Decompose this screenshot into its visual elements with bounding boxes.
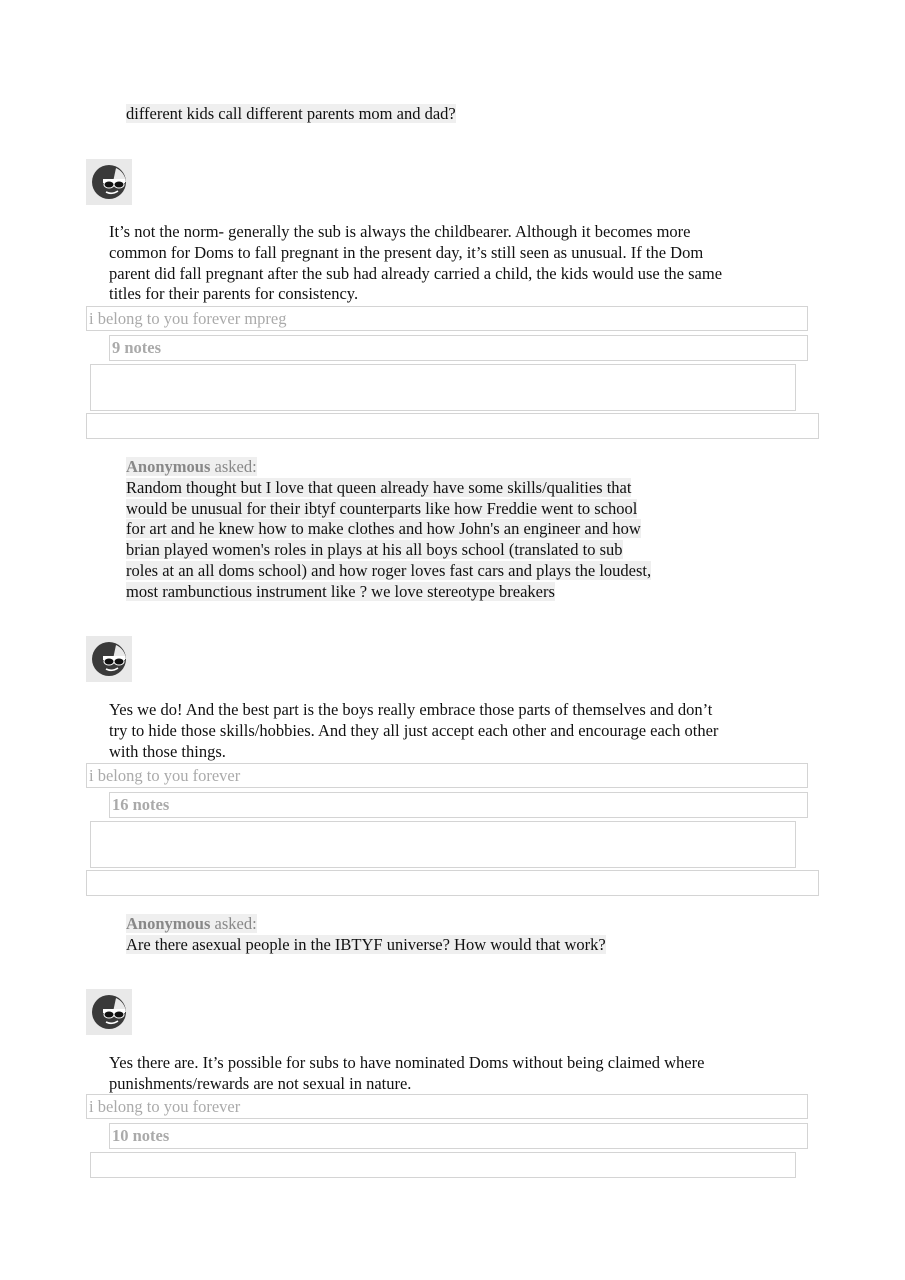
answer-line: punishments/rewards are not sexual in nature.: [109, 1073, 412, 1093]
answer-text: [109, 1053, 809, 1095]
question-line: Random thought but I love that queen already have some skills/qualities that: [126, 477, 632, 497]
question-line: would be unusual for their ibtyf counterparts like how Freddie went to school: [126, 498, 638, 518]
notes-panel: [90, 1152, 796, 1178]
asker-name[interactable]: Anonymous: [126, 457, 211, 476]
tag-link[interactable]: i belong to you forever mpreg: [89, 309, 287, 328]
sunglasses-face-icon: [89, 639, 129, 679]
question-line: most rambunctious instrument like ? we love stereotype breakers: [126, 581, 555, 601]
question-block: [126, 456, 746, 603]
question-line: for art and he knew how to make clothes and how John's an engineer and how: [126, 519, 641, 539]
notes-panel: [90, 364, 796, 411]
sunglasses-face-icon: [89, 162, 129, 202]
post-divider: [86, 870, 819, 896]
notes-count[interactable]: [109, 335, 808, 361]
answer-text: [109, 700, 809, 762]
notes-panel: [90, 821, 796, 868]
answer-line: Yes we do! And the best part is the boys really embrace those parts of themselves and don’t: [109, 700, 713, 719]
asked-label: asked:: [214, 457, 257, 476]
question-line: Are there asexual people in the IBTYF universe? How would that work?: [126, 934, 606, 954]
question-line: different kids call different parents mom and dad?: [126, 104, 456, 123]
tag-link[interactable]: i belong to you forever: [89, 1097, 241, 1116]
answer-line: with those things.: [109, 741, 226, 761]
answer-line: common for Doms to fall pregnant in the present day, it’s still seen as unusual. If the Dom: [109, 242, 704, 262]
asker-line: [126, 457, 257, 476]
notes-count[interactable]: [109, 792, 808, 818]
answer-line: It’s not the norm- generally the sub is always the childbearer. Although it becomes more: [109, 222, 691, 241]
asker-name[interactable]: Anonymous: [126, 914, 211, 933]
question-line: brian played women's roles in plays at his all boys school (translated to sub: [126, 540, 623, 560]
avatar[interactable]: [86, 989, 132, 1035]
tags-bar[interactable]: [86, 306, 808, 331]
sunglasses-face-icon: [89, 992, 129, 1032]
tags-bar[interactable]: [86, 1094, 808, 1119]
avatar[interactable]: [86, 636, 132, 682]
notes-count[interactable]: [109, 1123, 808, 1149]
asked-label: asked:: [214, 914, 257, 933]
question-line: roles at an all doms school) and how roger loves fast cars and plays the loudest,: [126, 560, 652, 580]
answer-line: titles for their parents for consistency.: [109, 284, 359, 304]
tag-link[interactable]: i belong to you forever: [89, 766, 241, 785]
question-block: [126, 913, 746, 956]
tags-bar[interactable]: [86, 763, 808, 788]
notes-label[interactable]: 9 notes: [112, 338, 162, 357]
asker-line: [126, 914, 257, 933]
answer-text: [109, 222, 809, 305]
post-divider: [86, 413, 819, 439]
question-text: [126, 104, 456, 125]
answer-line: try to hide those skills/hobbies. And they all just accept each other and encourage each other: [109, 720, 719, 740]
answer-line: parent did fall pregnant after the sub had already carried a child, the kids would use the same: [109, 263, 723, 283]
answer-line: Yes there are. It’s possible for subs to have nominated Doms without being claimed where: [109, 1053, 705, 1072]
avatar[interactable]: [86, 159, 132, 205]
notes-label[interactable]: 10 notes: [112, 1126, 170, 1145]
notes-label[interactable]: 16 notes: [112, 795, 170, 814]
